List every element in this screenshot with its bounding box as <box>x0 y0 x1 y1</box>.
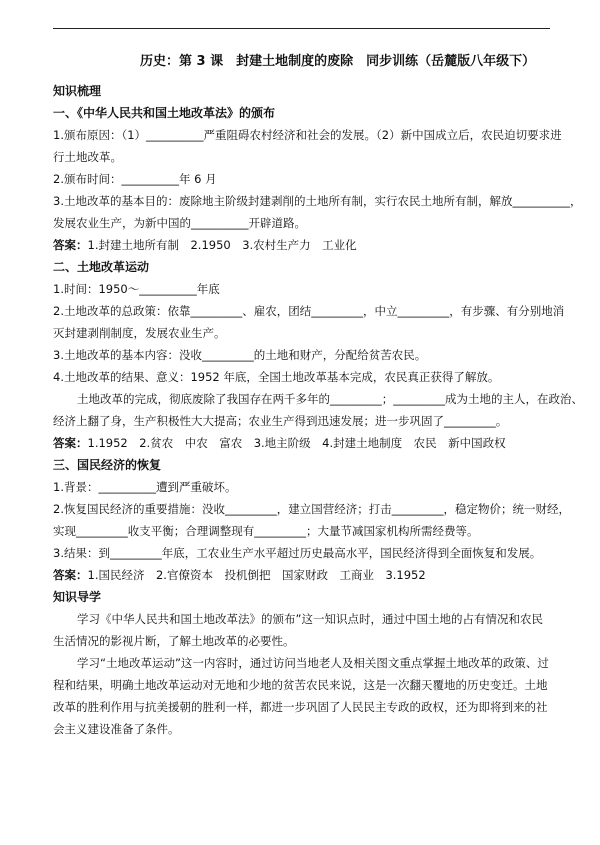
document-body <box>53 80 583 740</box>
s2-answer <box>53 432 550 454</box>
s3-question-1: 1.背景：__________遭到严重破坏。 <box>53 480 237 494</box>
s2-question-1: 1.时间：1950～__________年底 <box>53 282 220 296</box>
s1-answer-text: 1.封建土地所有制 2.1950 3.农村生产力 工业化 <box>87 238 357 252</box>
s2-answer-text: 1.1952 2.贫农 中农 富农 3.地主阶级 4.封建土地制度 农民 新中国政权 <box>87 436 506 450</box>
s3-question-2a: 2.恢复国民经济的重要措施：没收_________，建立国营经济；打击_________，稳定物价；统一财经， <box>53 502 570 516</box>
s3-answer-text: 1.国民经济 2.官僚资本 投机倒把 国家财政 工商业 3.1952 <box>87 568 426 582</box>
section-2-heading: 二、土地改革运动 <box>53 260 150 274</box>
answer-label: 答案： <box>53 568 88 582</box>
answer-label: 答案： <box>53 238 88 252</box>
s2-question-4: 4.土地改革的结果、意义：1952 年底，全国土地改革基本完成，农民真正获得了解放。 <box>53 370 500 384</box>
section-guide-heading: 知识导学 <box>53 590 102 604</box>
s1-question-3b: 发展农业生产，为新中国的__________开辟道路。 <box>53 216 306 230</box>
s2-question-3: 3.土地改革的基本内容：没收_________的土地和财产，分配给贫苦农民。 <box>53 348 427 362</box>
s2-question-5b: 经济上翻了身，生产积极性大大提高；农业生产得到迅速发展；进一步巩固了_________。 <box>53 414 508 428</box>
s3-question-3: 3.结果：到_________年底，工农业生产水平超过历史最高水平，国民经济得到全面恢复和发展。 <box>53 546 542 560</box>
section-3-heading: 三、国民经济的恢复 <box>53 458 162 472</box>
header-rule <box>53 28 550 29</box>
section-heading-knowledge: 知识梳理 <box>53 84 102 98</box>
s2-question-5a: 土地改革的完成，彻底废除了我国存在两千多年的_________；_________成为土地的主人，在政治、 <box>77 392 583 406</box>
section-1-heading: 一、《中华人民共和国土地改革法》的颁布 <box>53 106 276 120</box>
answer-label: 答案： <box>53 436 88 450</box>
s2-question-2b: 灭封建剥削制度，发展农业生产。 <box>53 326 226 340</box>
s3-question-2b: 实现_________收支平衡；合理调整现有_________；大量节减国家机构所需经费等。 <box>53 524 479 538</box>
s1-answer <box>53 234 550 256</box>
s2-question-2a: 2.土地改革的总政策：依靠_________、雇农，团结_________，中立_________，有步骤、有分别地消 <box>53 304 565 318</box>
page-title: 历史：第 3 课 封建土地制度的废除 同步训练（岳麓版八年级下） <box>140 54 536 69</box>
s1-question-1b: 行土地改革。 <box>53 150 122 164</box>
s1-question-3a: 3.土地改革的基本目的：废除地主阶级封建剥削的土地所有制，实行农民土地所有制，解放__________， <box>53 194 582 208</box>
s1-question-1a: 1.颁布原因：（1）__________严重阻碍农村经济和社会的发展。（2）新中国成立后，农民迫切要求进 <box>53 128 562 142</box>
s1-question-2: 2.颁布时间：__________年 6 月 <box>53 172 217 186</box>
guide-paragraph-1: 学习《中华人民共和国土地改革法》的颁布”这一知识点时，通过中国土地的占有情况和农民生活情况的影视片断，了解土地改革的必要性。 <box>53 612 543 648</box>
guide-paragraph-2: 学习“土地改革运动”这一内容时，通过访问当地老人及相关图文重点掌握土地改革的政策、过程和结果，明确土地改革运动对无地和少地的贫苦农民来说，这是一次翻天覆地的历史变迁。土地改革的胜利作用与抗美援朝的胜利一样，都进一步巩固了人民民主专政的政权，还为即将到来的社会主义建设准备了条件。 <box>53 656 549 736</box>
s3-answer <box>53 564 550 586</box>
